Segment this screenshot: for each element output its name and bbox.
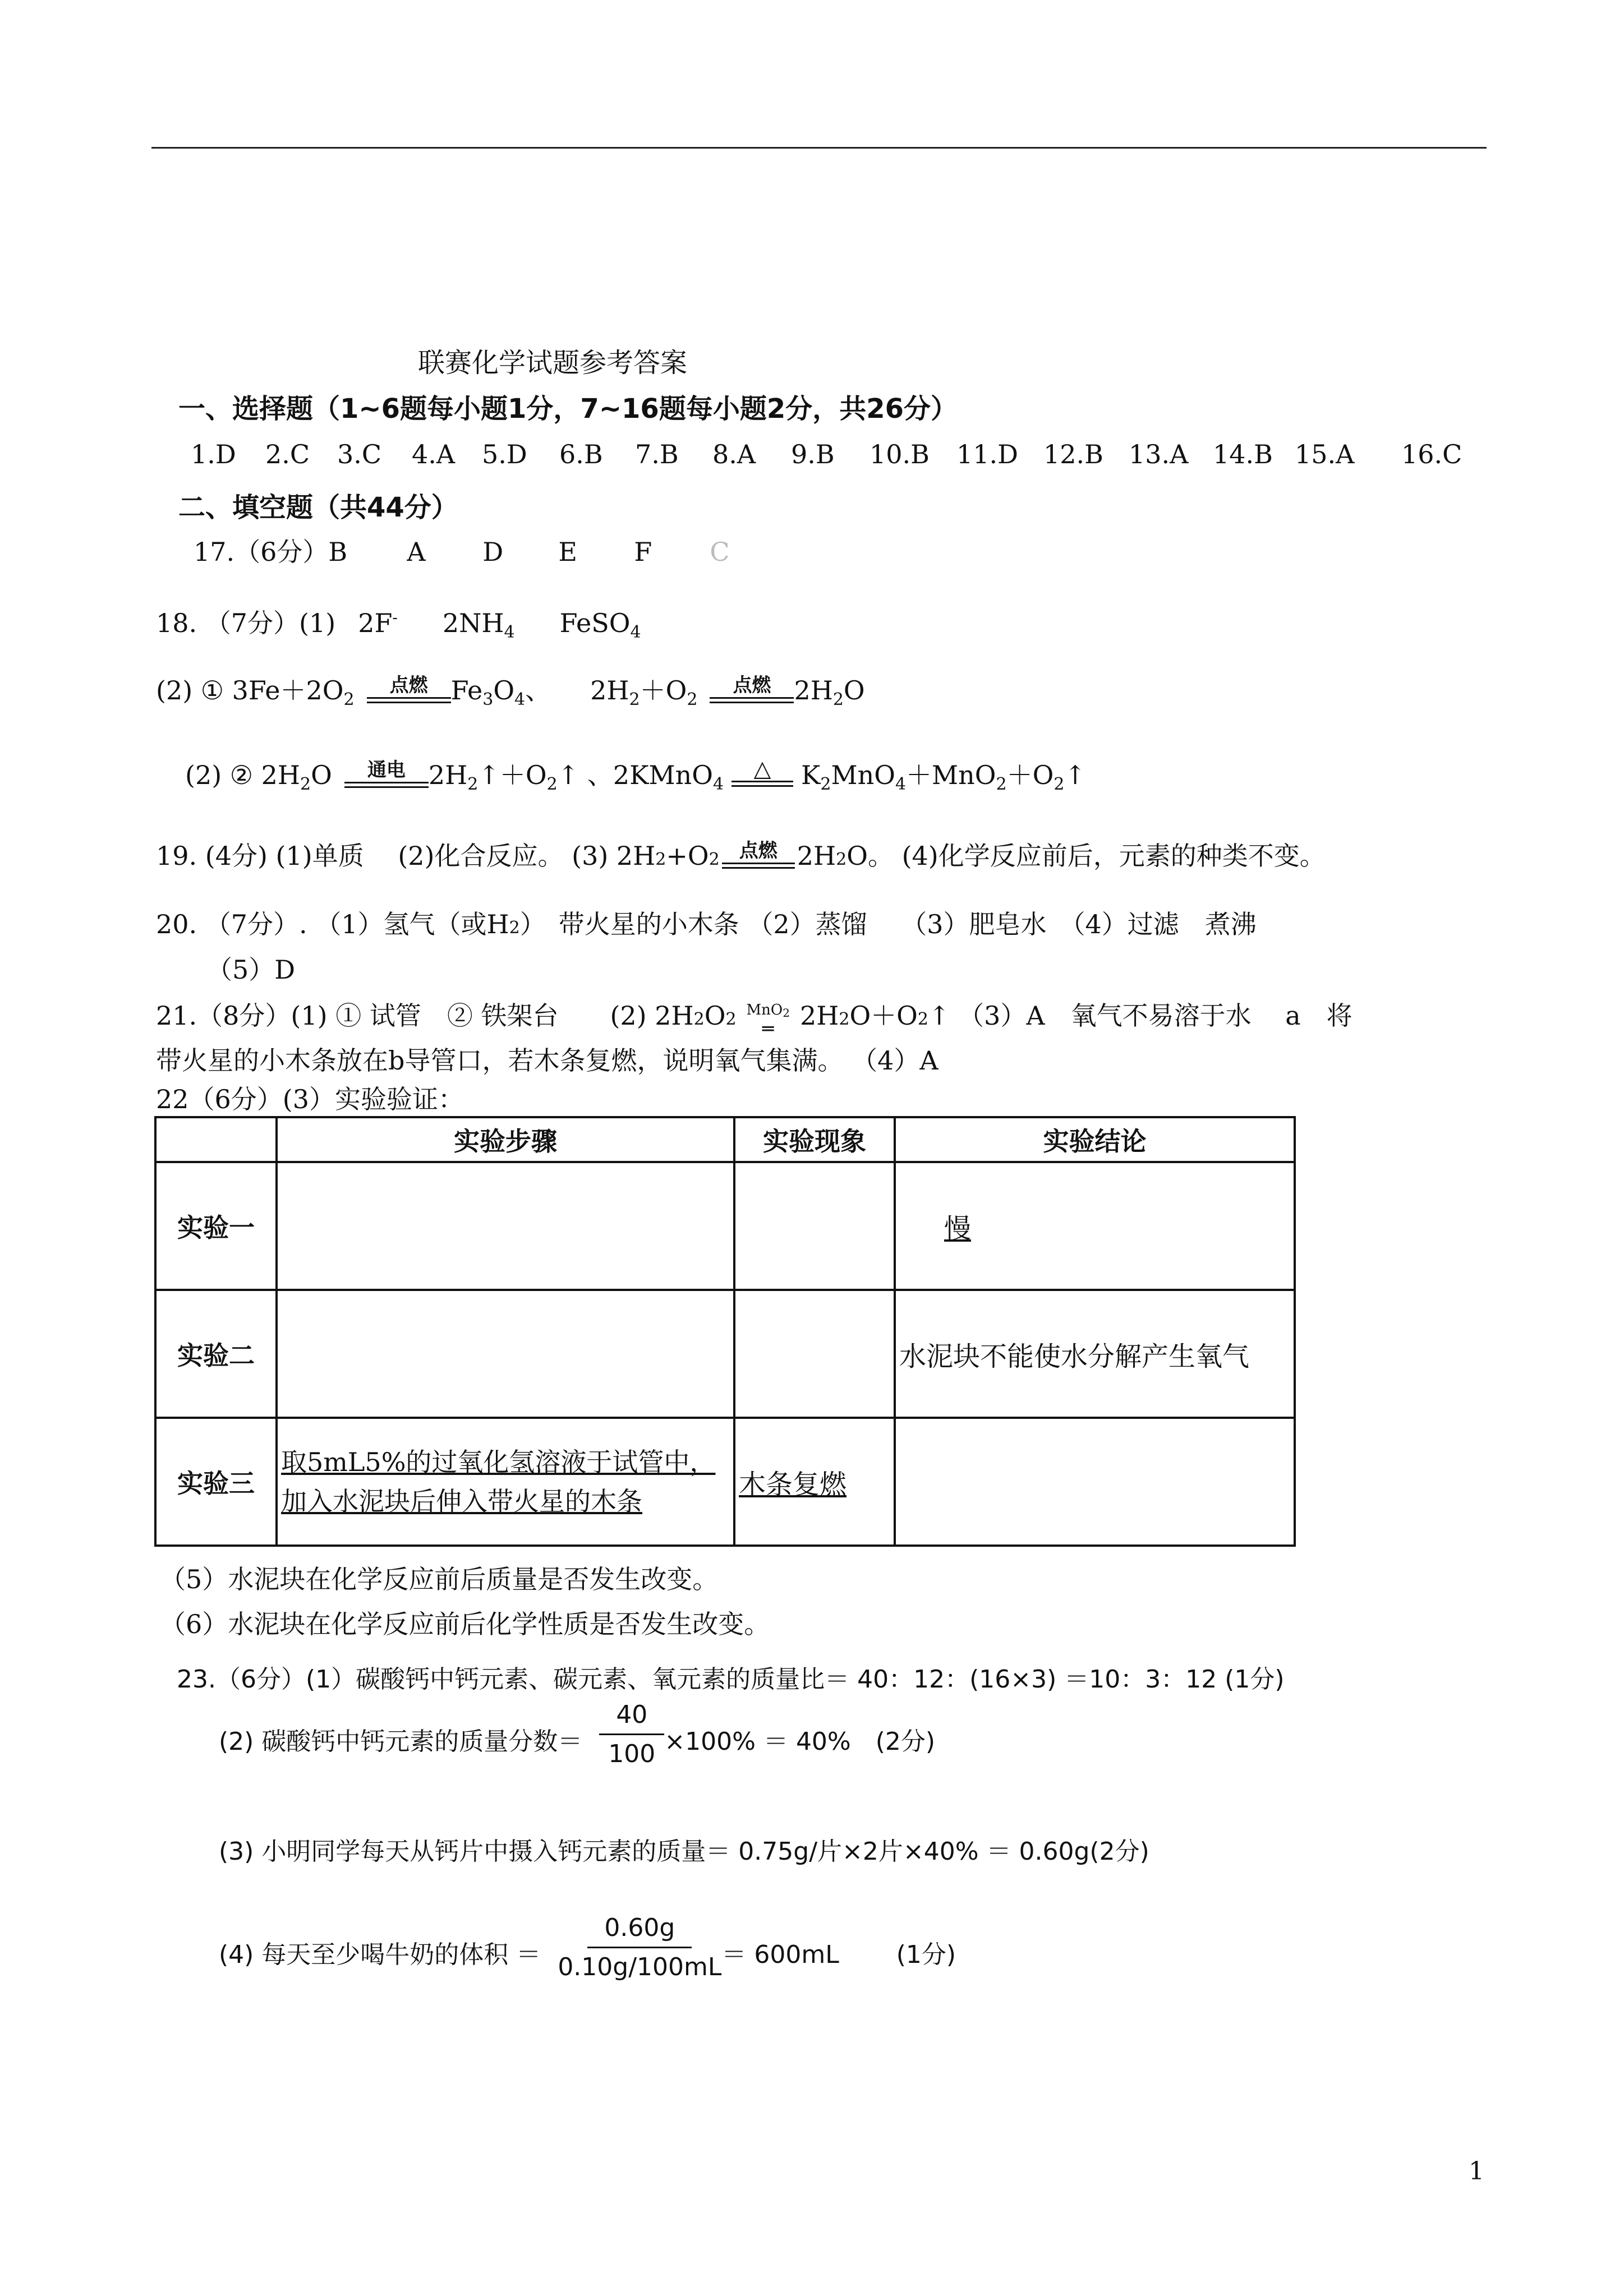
- q23-line-3: (3) 小明同学每天从钙片中摄入钙元素的质量＝ 0.75g/片×2片×40% ＝ 0.60g(2分): [219, 1837, 1149, 1866]
- q18-eq3-lhs: (2) ② $2H_2O$: [185, 760, 332, 794]
- reaction-arrow-electrolysis: 通电: [344, 759, 429, 788]
- q19-line: 19. (4分) (1)单质 (2)化合反应。 (3) 2H $_2$ +O 2 点燃 2H 2 O。 (4)化学反应前后，元素的种类不变。: [156, 840, 1326, 871]
- reaction-arrow-ignite: 点燃: [722, 840, 795, 869]
- q18-eq2-lhs: $2H_2+O_2$: [590, 675, 698, 709]
- answer-item: 12.B: [1043, 439, 1103, 469]
- cell-step: 取5mL5%的过氧化氢溶液于试管中， 加入水泥块后伸入带火星的木条: [277, 1418, 734, 1546]
- answer-item: 8.A: [712, 439, 756, 469]
- answer-item: 10.B: [869, 439, 930, 469]
- reaction-arrow-ignite: 点燃: [710, 675, 794, 703]
- q18-line-2: [156, 670, 865, 711]
- q18-eq1-rhs: $Fe_3O_4$、: [450, 675, 551, 709]
- q18-eq1-lhs: (2) ① $3Fe+2O_2$: [156, 675, 355, 709]
- q21-line-1: 21.（8分）(1) ① 试管 ② 铁架台 (2) 2H $_2$ O 2 MnO$_2$ ═ 2H 2 O＋O $_2$ ↑ （3）A 氧气不易溶于水 a 将: [156, 1001, 1352, 1040]
- q18-ion-nh4: $2NH_4$: [442, 608, 515, 642]
- q18-line-1: [156, 603, 641, 642]
- cell-conclusion: 水泥块不能使水分解产生氧气: [895, 1290, 1295, 1418]
- section-2-heading: 二、填空题（共44分）: [178, 492, 458, 523]
- table-row: [155, 1418, 1295, 1546]
- q17-label: 17.（6分）: [194, 537, 329, 567]
- q17-answer: B: [328, 537, 348, 567]
- answer-item: 6.B: [559, 439, 603, 469]
- answer-item: 15.A: [1295, 439, 1355, 469]
- q18-eq4-rhs: $K_2MnO_4+MnO_2+O_2↑$: [801, 760, 1086, 794]
- cell-phenomenon: [734, 1290, 895, 1418]
- q17-answer: F: [634, 537, 652, 567]
- fraction: $\frac{40}{100}$: [599, 1700, 664, 1768]
- answer-item: 3.C: [337, 439, 382, 469]
- choice-answers: [191, 439, 1462, 469]
- cell-conclusion: 慢: [895, 1162, 1295, 1290]
- q20-line-2: （5）D: [206, 955, 296, 985]
- q22-label: 22（6分）(3）实验验证：: [156, 1084, 464, 1114]
- row-header: 实验一: [155, 1162, 277, 1290]
- cell-conclusion: [895, 1418, 1295, 1546]
- q18-feso4: FeSO$_4$: [559, 608, 641, 642]
- table-header-row: [155, 1117, 1295, 1162]
- cell-phenomenon: 木条复燃: [734, 1418, 895, 1546]
- page-title: 联赛化学试题参考答案: [418, 347, 688, 379]
- q23-line-2: (2) 碳酸钙中钙元素的质量分数＝ $\frac{40}{100}$ ×100% ＝ 40% (2分): [219, 1700, 936, 1768]
- reaction-arrow-catalyst: MnO$_2$ ═: [746, 1002, 790, 1040]
- q18-eq3-rhs: $2H_2↑+O_2↑$ 、2KMnO$_4$: [428, 760, 724, 794]
- cell-step: [277, 1290, 734, 1418]
- q23-line-1: 23.（6分）(1）碳酸钙中钙元素、碳元素、氧元素的质量比＝ 40：12：(16×3) ＝10：3：12 (1分): [177, 1665, 1285, 1694]
- answer-item: 4.A: [412, 439, 456, 469]
- row-header: 实验三: [155, 1418, 277, 1546]
- answer-item: 5.D: [482, 439, 527, 469]
- q18-label: 18. （7分）(1): [156, 608, 336, 638]
- answer-item: 16.C: [1401, 439, 1462, 469]
- q18-line-3: [185, 755, 1086, 796]
- q22-note-6: （6）水泥块在化学反应前后化学性质是否发生改变。: [160, 1609, 770, 1639]
- answer-item: 9.B: [791, 439, 835, 469]
- q18-ion-f: 2F-: [358, 608, 398, 638]
- column-header: 实验步骤: [277, 1117, 734, 1162]
- q17-answer: A: [407, 537, 426, 567]
- q22-note-5: （5）水泥块在化学反应前后质量是否发生改变。: [160, 1564, 719, 1594]
- answer-item: 7.B: [635, 439, 679, 469]
- answer-item: 11.D: [956, 439, 1019, 469]
- answer-item: 2.C: [265, 439, 310, 469]
- answer-item: 14.B: [1213, 439, 1273, 469]
- column-header: 实验结论: [895, 1117, 1295, 1162]
- q18-eq2-rhs: $2H_2O$: [794, 675, 865, 709]
- answer-item: 13.A: [1129, 439, 1189, 469]
- q21-line-2: 带火星的小木条放在b导管口，若木条复燃，说明氧气集满。 （4）A: [156, 1045, 938, 1076]
- reaction-arrow-ignite: 点燃: [367, 675, 451, 703]
- table-corner: [155, 1117, 277, 1162]
- page-number: 1: [1469, 2157, 1484, 2186]
- q20-line-1: 20. （7分）. （1）氢气（或H $_2$ ） 带火星的小木条 （2）蒸馏 （3）肥皂水 （4）过滤 煮沸: [156, 909, 1257, 939]
- answer-item: 1.D: [191, 439, 236, 469]
- section-1-heading: 一、选择题（1~6题每小题1分，7~16题每小题2分，共26分）: [178, 393, 958, 425]
- q17-answer: C: [710, 537, 730, 567]
- table-row: [155, 1290, 1295, 1418]
- row-header: 实验二: [155, 1290, 277, 1418]
- table-row: [155, 1162, 1295, 1290]
- reaction-arrow-heat: △: [732, 758, 793, 787]
- experiment-table: [154, 1116, 1296, 1547]
- cell-phenomenon: [734, 1162, 895, 1290]
- q17-line: [194, 532, 730, 569]
- cell-step: [277, 1162, 734, 1290]
- q17-answer: E: [558, 537, 578, 567]
- column-header: 实验现象: [734, 1117, 895, 1162]
- q23-line-4: (4) 每天至少喝牛奶的体积 ＝ $\frac{0.60g}{0.10g/100mL}$ ＝ 600mL (1分): [219, 1914, 956, 1981]
- header-rule: [151, 147, 1487, 149]
- fraction: $\frac{0.60g}{0.10g/100mL}$: [558, 1914, 722, 1981]
- q17-answer: D: [482, 537, 504, 567]
